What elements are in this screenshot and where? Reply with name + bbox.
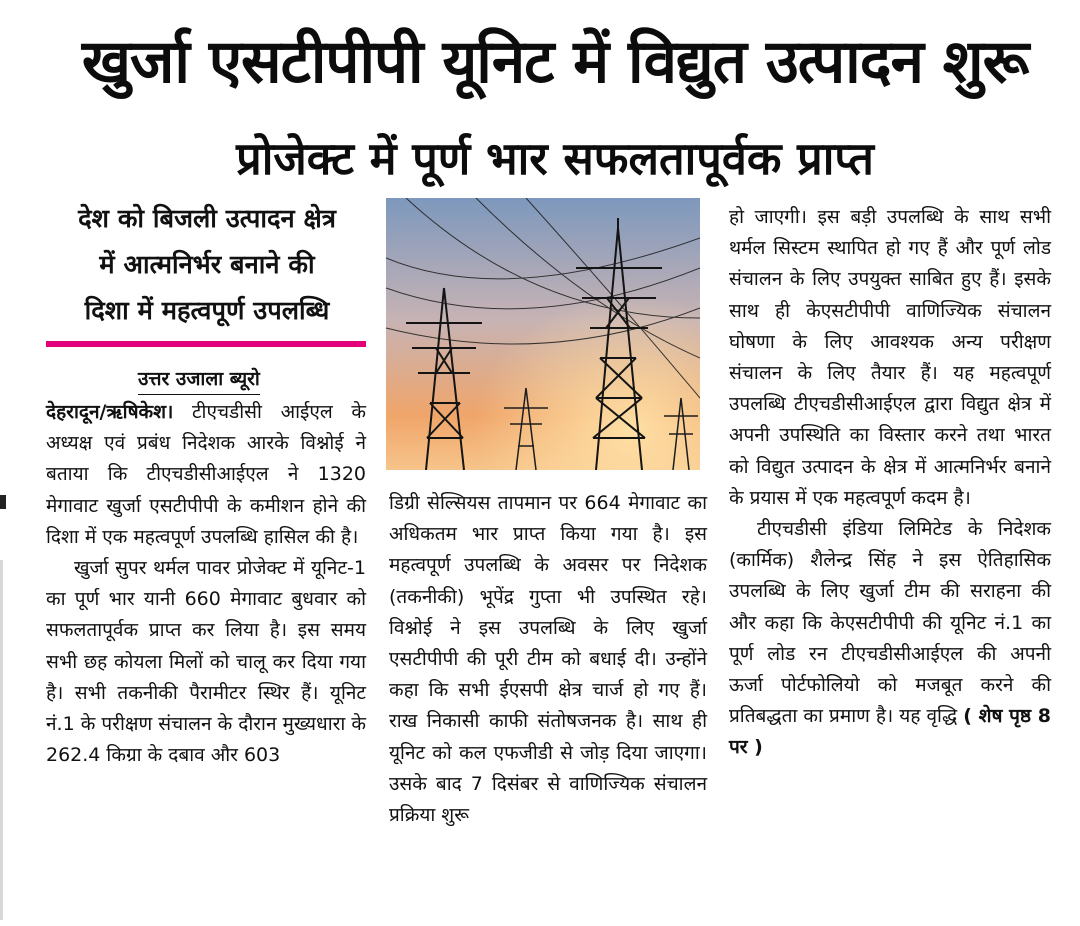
page-edge-mark [0,495,6,509]
paragraph-text: टीएचडीसी आईएल के अध्यक्ष एवं प्रबंध निदेशक आरके विश्नोई ने बताया कि टीएचडीसीआईएल ने 1320 मेगावाट खुर्जा एसटीपीपी के कमीशन होने की दिशा में एक महत्वपूर्ण उपलब्धि हासिल की है। [46,401,366,548]
article-paragraph: डिग्री सेल्सियस तापमान पर 664 मेगावाट का अधिकतम भार प्राप्त किया गया है। इस महत्वपूर्ण उपलब्धि के अवसर पर निदेशक (तकनीकी) भूपेंद्र गुप्ता भी उपस्थित रहे। विश्नोई ने इस उपलब्धि के लिए खुर्जा एसटीपीपी की पूरी टीम को बधाई दी। उन्होंने कहा कि सभी ईएसपी क्षेत्र चार्ज हो गए हैं। राख निकासी काफी संतोषजनक है। साथ ही यूनिट को कल एफजीडी से जोड़ दिया जाएगा। उसके बाद 7 दिसंबर से वाणिज्यिक संचालन प्रक्रिया शुरू [389,492,707,827]
continued-on-page-link[interactable]: ( शेष पृष्ठ 8 पर ) [729,705,1052,759]
page-edge-shadow [0,560,3,920]
article-paragraph: खुर्जा सुपर थर्मल पावर प्रोजेक्ट में यूनिट-1 का पूर्ण भार यानी 660 मेगावाट बुधवार को सफलतापूर्वक प्राप्त कर लिया है। इस समय सभी छह कोयला मिलों को चालू कर दिया गया है। सभी तकनीकी पैरामीटर स्थिर हैं। यूनिट नं.1 के परीक्षण संचालन के दौरान मुख्यधारा के 262.4 किग्रा के दबाव और 603 [46,557,366,767]
power-transmission-towers-icon [386,198,700,470]
paragraph-text: टीएचडीसी इंडिया लिमिटेड के निदेशक (कार्मिक) शैलेन्द्र सिंह ने इस ऐतिहासिक उपलब्धि के लिए खुर्जा टीम की सराहना की और कहा कि केएसटीपीपी की यूनिट नं.1 का पूर्ण लोड रन टीएचडीसीआईएल की अपनी ऊर्जा पोर्टफोलियो को मजबूत करने की प्रतिबद्धता का प्रमाण है। यह वृद्धि [729,518,1051,728]
side-headline-line: दिशा में महत्वपूर्ण उपलब्धि [84,296,330,326]
side-headline-line: देश को बिजली उत्पादन क्षेत्र [78,204,336,234]
transmission-tower-photo [386,198,700,470]
article-column-2 [389,488,707,831]
article-paragraph [729,514,1051,764]
article-paragraph [46,397,366,553]
article-column-1 [46,397,366,771]
article-paragraph: हो जाएगी। इस बड़ी उपलब्धि के साथ सभी थर्मल सिस्टम स्थापित हो गए हैं और पूर्ण लोड संचालन के लिए उपयुक्त साबित हुए हैं। इसके साथ ही केएसटीपीपी वाणिज्यिक संचालन घोषणा के लिए आवश्यक अन्य परीक्षण संचालन के लिए तैयार हैं। यह महत्वपूर्ण उपलब्धि टीएचडीसीआईएल द्वारा विद्युत क्षेत्र में अपनी उपस्थिति का विस्तार करने तथा भारत को विद्युत उत्पादन के क्षेत्र में आत्मनिर्भर बनाने के प्रयास में एक महत्वपूर्ण कदम है। [729,206,1051,509]
side-headline-line: में आत्मनिर्भर बनाने की [99,250,315,280]
accent-divider [46,341,366,347]
article-subheadline: प्रोजेक्ट में पूर्ण भार सफलतापूर्वक प्राप्त [236,132,874,185]
byline: उत्तर उजाला ब्यूरो [138,364,260,395]
side-headline [46,196,368,334]
dateline: देहरादून/ऋषिकेश। [46,401,174,423]
article-column-3 [729,202,1051,764]
article-headline: खुर्जा एसटीपीपी यूनिट में विद्युत उत्पादन शुरू [81,27,1029,97]
